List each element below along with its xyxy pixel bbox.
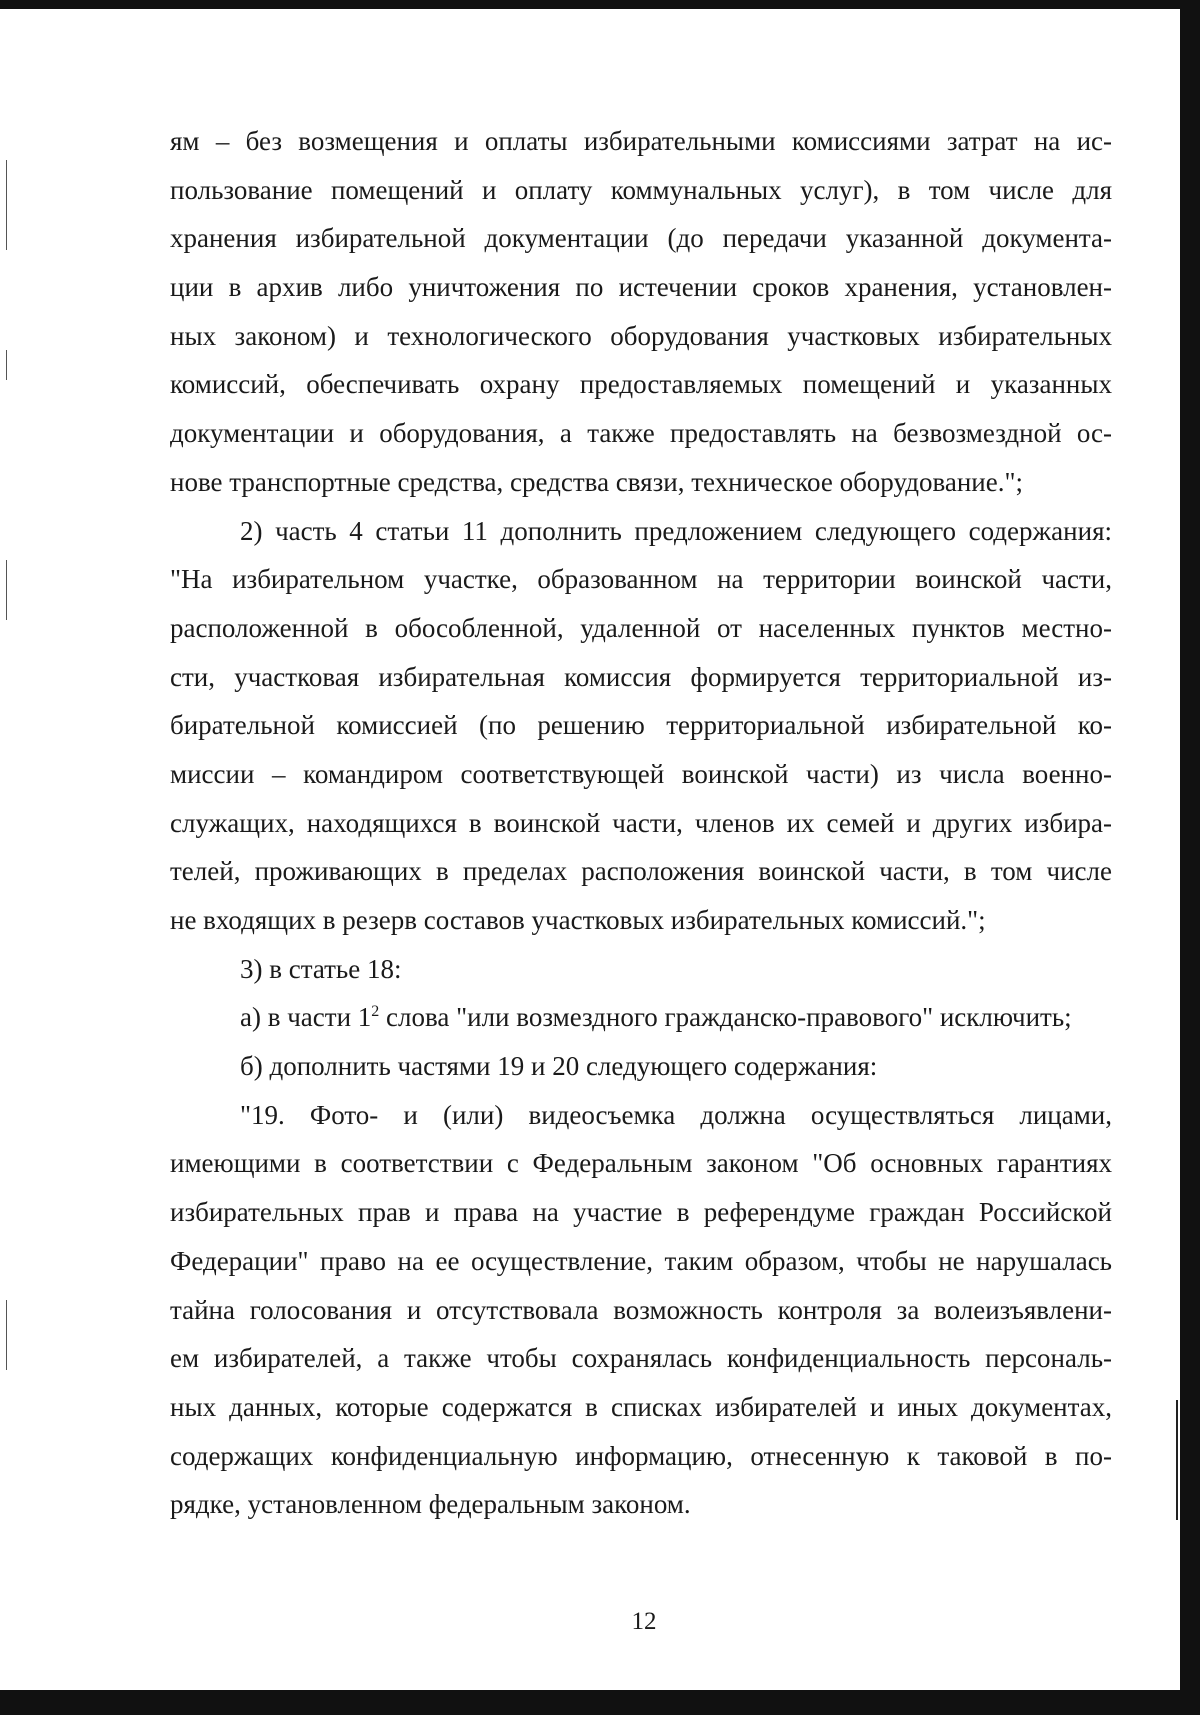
text-line: избирательных прав и права на участие в референдуме граждан Российской [170, 1197, 1112, 1228]
text-line: ям – без возмещения и оплаты избирательными комиссиями затрат на ис- [170, 126, 1112, 156]
scan-artifact [6, 160, 7, 250]
text-line: содержащих конфиденциальную информацию, отнесенную к таковой в по- [170, 1440, 1112, 1471]
text-line: ции в архив либо уничтожения по истечении сроков хранения, установлен- [170, 272, 1112, 303]
text-line: бирательной комиссией (по решению территориальной избирательной ко- [170, 710, 1112, 741]
text-line: Федерации" право на ее осуществление, таким образом, чтобы не нарушалась [170, 1245, 1112, 1276]
paragraph-start: "19. Фото- и (или) видеосъемка должна осуществляться лицами, [240, 1099, 1112, 1130]
scan-artifact [6, 1300, 7, 1370]
text-line: комиссий, обеспечивать охрану предоставляемых помещений и указанных [170, 369, 1112, 400]
scan-edge-right [1180, 0, 1200, 1715]
text-line: тайна голосования и отсутствовала возможность контроля за волеизъявлени- [170, 1294, 1112, 1325]
text-line: рядке, установленном федеральным законом. [170, 1489, 691, 1520]
text-line: имеющими в соответствии с Федеральным законом "Об основных гарантиях [170, 1148, 1112, 1179]
text-line: хранения избирательной документации (до передачи указанной документа- [170, 223, 1112, 254]
text-line: сти, участковая избирательная комиссия формируется территориальной из- [170, 661, 1112, 692]
text-line: служащих, находящихся в воинской части, членов их семей и других избира- [170, 807, 1112, 838]
scan-artifact [6, 350, 7, 380]
text-run: а) в части 1 [240, 1002, 372, 1033]
scan-edge-top [0, 0, 1200, 9]
paragraph-start: 2) часть 4 статьи 11 дополнить предложением следующего содержания: [240, 515, 1112, 546]
scan-edge-bottom [0, 1690, 1200, 1715]
superscript: 2 [371, 1003, 380, 1021]
paragraph-start: 3) в статье 18: [240, 953, 402, 984]
scan-artifact [6, 560, 7, 620]
text-line: телей, проживающих в пределах расположения воинской части, в том числе [170, 856, 1112, 887]
paragraph-start [170, 993, 1112, 1042]
text-line: ных данных, которые содержатся в списках избирателей и иных документах, [170, 1391, 1112, 1422]
text-line: "На избирательном участке, образованном на территории воинской части, [170, 564, 1112, 595]
page-number: 12 [631, 1608, 657, 1635]
text-line: пользование помещений и оплату коммунальных услуг), в том числе для [170, 174, 1112, 205]
text-line: расположенной в обособленной, удаленной от населенных пунктов местно- [170, 612, 1112, 643]
document-body [170, 117, 1112, 1529]
text-line: документации и оборудования, а также предоставлять на безвозмездной ос- [170, 418, 1112, 449]
text-line: нове транспортные средства, средства связи, техническое оборудование."; [170, 466, 1024, 497]
paragraph-start: б) дополнить частями 19 и 20 следующего содержания: [240, 1051, 878, 1082]
text-line: ных законом) и технологического оборудования участковых избирательных [170, 320, 1112, 351]
text-line: ем избирателей, а также чтобы сохранялась конфиденциальность персональ- [170, 1343, 1112, 1374]
text-line: не входящих в резерв составов участковых избирательных комиссий."; [170, 905, 986, 935]
scan-artifact [1176, 1400, 1178, 1520]
text-run: слова "или возмездного гражданско-правового" исключить; [379, 1002, 1072, 1033]
text-line: миссии – командиром соответствующей воинской части) из числа военно- [170, 758, 1112, 789]
